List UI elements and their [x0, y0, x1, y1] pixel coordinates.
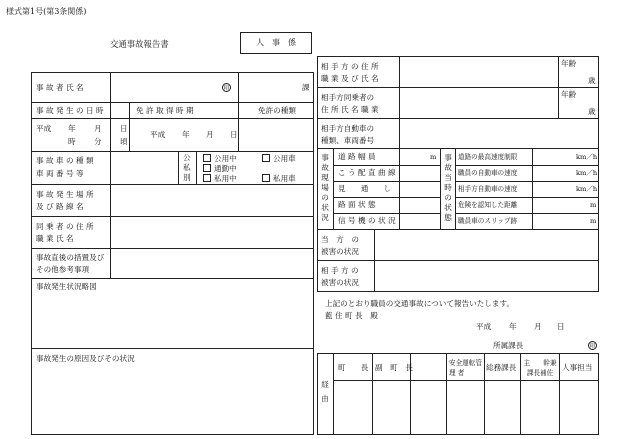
- speed-row-own: 職員の自動車の速度: [458, 169, 518, 177]
- speed-unit-5: m: [590, 217, 597, 225]
- speed-unit-4: m: [590, 201, 597, 209]
- chief-label: 所属課長: [493, 341, 524, 350]
- measures-field[interactable]: [112, 250, 312, 276]
- name-label: 事 故 者 氏 名: [36, 83, 84, 92]
- checkbox-icon: [262, 154, 270, 162]
- datetime-label: 事 故 発 生 の 日 時: [36, 106, 104, 115]
- hour-label: 時: [68, 137, 76, 146]
- route-col-chief-assistant: 主 幹兼課長補佐: [523, 359, 557, 377]
- opp-passenger-field[interactable]: [401, 89, 556, 116]
- speed-unit-1: km／h: [576, 153, 598, 161]
- own-damage-label-1: 当 方 の: [321, 235, 359, 244]
- year-label: 年: [68, 124, 76, 133]
- age-label: 年齢: [561, 59, 577, 68]
- place-label-2: 及 び 路 線 名: [36, 202, 84, 211]
- opp-damage-field[interactable]: [376, 262, 597, 290]
- scene-vertical-label: 事故現場の状況: [321, 153, 329, 222]
- name-stamp-icon: 印: [223, 85, 230, 92]
- age-label-2: 年齢: [561, 90, 577, 99]
- license-year-label: 年: [182, 130, 190, 139]
- month-label: 月: [94, 124, 102, 133]
- road-width-unit: m: [430, 153, 437, 161]
- age-unit: 歳: [588, 76, 596, 85]
- day-label: 日: [120, 124, 128, 133]
- approval-stamp-mayor[interactable]: [334, 382, 371, 434]
- speed-row-danger-distance: 危険を認知した距離: [458, 201, 518, 209]
- sketch-label: 事故発生状況略図: [36, 282, 97, 291]
- approval-stamp-assistant[interactable]: [485, 382, 519, 434]
- opp-address-label-2: 職 業 及 び 氏 名: [321, 74, 379, 83]
- official-private-2: 私: [183, 163, 191, 172]
- measures-label-1: 事故直後の措置及び: [36, 253, 105, 262]
- checkbox-icon: [203, 154, 211, 162]
- check-commuting[interactable]: 通勤中: [203, 164, 237, 173]
- minute-label: 分: [94, 137, 102, 146]
- sketch-area[interactable]: [33, 294, 312, 346]
- scene-row-slope: こ う 配 直 曲 線: [338, 168, 396, 177]
- measures-label-2: その他参考事項: [36, 265, 90, 274]
- opp-car-field[interactable]: [401, 120, 597, 147]
- dept-box-label: 人 事 係: [256, 38, 296, 47]
- era-label: 平成: [36, 124, 52, 133]
- check-official-car[interactable]: 公用車: [262, 154, 296, 163]
- scene-row-road-width: 道 路 幅 員: [338, 152, 376, 161]
- route-col-deputy-mayor: 副 町 長: [375, 363, 413, 372]
- route-col-personnel: 人事担当: [562, 363, 593, 372]
- license-era-label: 平成: [150, 130, 166, 139]
- opp-damage-label-2: 被害の状況: [321, 278, 359, 287]
- check-private-use[interactable]: 私用中: [203, 174, 237, 183]
- approval-stamp-safety[interactable]: [411, 382, 445, 434]
- approval-stamp-deputy[interactable]: [373, 382, 409, 434]
- opp-car-label-2: 種類、車両番号: [321, 136, 375, 145]
- scene-row-signal: 信 号 機 の 状 況: [338, 216, 396, 225]
- place-field[interactable]: [112, 186, 312, 214]
- license-month-label: 月: [206, 130, 214, 139]
- official-private-1: 公: [183, 153, 191, 162]
- vehicle-label-1: 事 故 車 の 種 類: [36, 156, 94, 165]
- opp-car-label-1: 相手方自動車の: [321, 124, 375, 133]
- cause-area[interactable]: [33, 366, 312, 433]
- passenger-field[interactable]: [112, 218, 312, 246]
- speed-vertical-label: 事故当時の状態: [444, 153, 452, 222]
- vehicle-label-2: 車 両 番 号 等: [36, 169, 84, 178]
- check-on-duty[interactable]: 公用中: [203, 154, 237, 163]
- license-day-label: 日: [230, 130, 238, 139]
- routing-vertical-label: 経由: [321, 380, 329, 403]
- license-type-field[interactable]: [240, 120, 312, 150]
- license-type-label: 免許の種類: [258, 106, 296, 115]
- approx-label: 頃: [120, 137, 128, 146]
- opp-passenger-label-2: 住 所 氏 名 職 業: [321, 105, 379, 114]
- speed-unit-2: km／h: [576, 169, 598, 177]
- opp-address-field[interactable]: [401, 58, 556, 85]
- opp-damage-label-1: 相 手 方 の: [321, 266, 359, 275]
- own-damage-label-2: 被害の状況: [321, 247, 359, 256]
- checkbox-icon: [262, 174, 270, 182]
- own-damage-field[interactable]: [376, 231, 597, 258]
- speed-row-opponent: 相手方自動車の速度: [458, 185, 518, 193]
- checkbox-icon: [203, 174, 211, 182]
- route-col-mayor: 町 長: [338, 363, 369, 372]
- approval-stamp-personnel[interactable]: [521, 382, 558, 434]
- speed-row-limit: 道路の最高速度制限: [458, 153, 518, 161]
- age-unit-2: 歳: [588, 107, 596, 116]
- checkbox-icon: [203, 164, 211, 172]
- form-number: 様式第1号(第3条関係): [6, 7, 87, 16]
- cause-label: 事故発生の原因及びその状況: [36, 354, 135, 363]
- route-col-safety-manager: 安全運転管 理 者: [449, 359, 482, 377]
- passenger-label-1: 同 乗 者 の 住 所: [36, 222, 94, 231]
- chief-stamp-icon: 印: [589, 343, 596, 350]
- route-col-general-affairs: 総務課長: [486, 363, 517, 372]
- official-private-3: 別: [183, 173, 191, 182]
- addressee: 藍 住 町 長 殿: [325, 311, 378, 320]
- report-date-era: 平成: [476, 322, 492, 331]
- place-label-1: 事 故 発 生 場 所: [36, 190, 94, 199]
- name-field[interactable]: [112, 74, 220, 100]
- scene-row-visibility: 見 通 し: [338, 184, 392, 193]
- report-date-year: 年: [509, 322, 517, 331]
- opp-address-label-1: 相 手 方 の 住 所: [321, 62, 379, 71]
- passenger-label-2: 職 業 氏 名: [36, 234, 74, 243]
- report-statement: 上記のとおり職員の交通事故について報告いたします。: [325, 299, 515, 308]
- speed-unit-3: km／h: [576, 185, 598, 193]
- speed-row-skid: 職員車のスリップ跡: [458, 217, 518, 225]
- license-date-label: 免 許 取 得 時 期: [136, 106, 194, 115]
- report-date-month: 月: [534, 322, 542, 331]
- opp-passenger-label-1: 相手方同乗者の: [321, 93, 375, 102]
- vehicle-field[interactable]: [112, 153, 176, 182]
- form-title: 交通事故報告書: [110, 39, 169, 49]
- approval-stamp-general[interactable]: [447, 382, 483, 434]
- report-date-day: 日: [557, 322, 565, 331]
- scene-row-road-surface: 路 面 状 態: [338, 200, 376, 209]
- dept-suffix: 課: [302, 83, 310, 92]
- check-private-car[interactable]: 私用車: [262, 174, 296, 183]
